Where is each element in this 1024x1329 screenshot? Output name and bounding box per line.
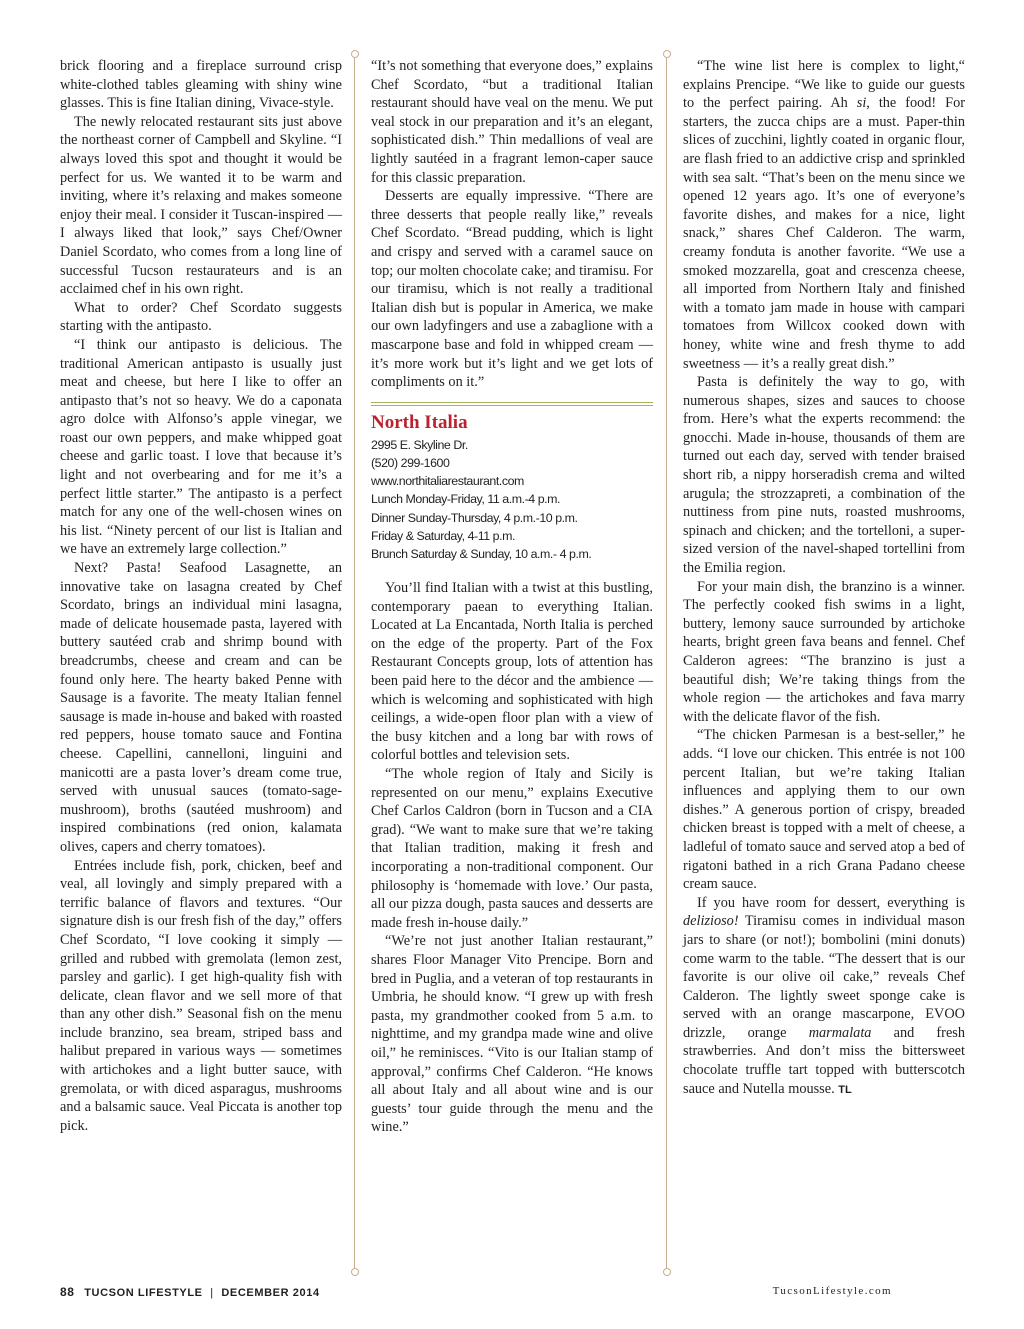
- italic-word: delizioso!: [683, 913, 739, 930]
- issue-date: DECEMBER 2014: [221, 1287, 320, 1299]
- hours-brunch: Brunch Saturday & Sunday, 10 a.m.- 4 p.m.: [371, 546, 592, 561]
- paragraph: What to order? Chef Scordato suggests starting with the antipasto.: [60, 299, 342, 335]
- restaurant-details: [371, 436, 653, 563]
- article-column-1: [60, 57, 342, 1135]
- address: 2995 E. Skyline Dr.: [371, 437, 468, 452]
- page-number: 88: [60, 1285, 75, 1299]
- footer-separator: |: [210, 1287, 214, 1299]
- paragraph: Pasta is definitely the way to go, with numerous shapes, sizes and sauces to choose from. Here’s what the experts recommend: the gnocchi. Made in-house, thousands of them are turned out each day, served with tender braised short rib, a nippy horseradish crema and wilted arugula; the strozzapreti, a combination of the nuttiness from pine nuts, roasted mushrooms, spinach and chicken; and the tortelloni, a super-sized version of the navel-shaped tortellini from the Emilia region.: [683, 374, 965, 577]
- text-run: “The wine list here is complex to light,“ explains Prencipe. “We like to guide our guests to the perfect pairing. Ah: [683, 58, 965, 112]
- text-run: and fresh strawberries. And don’t miss the bittersweet chocolate truffle tart topped with butterscotch sauce and Nutella mousse.: [683, 1024, 965, 1097]
- hours-weekend: Friday & Saturday, 4-11 p.m.: [371, 528, 515, 543]
- paragraph: Next? Pasta! Seafood Lasagnette, an innovative take on lasagna created by Chef Scordato, brings an individual mini lasagna, made of delicate housemade pasta, layered with buttery sautéed crab and shrimp bound with breadcrumbs, cheese and cream and can be found only here. The hearty baked Penne with Sausage is a favorite. The meaty Italian fennel sausage is made in-house and baked with roasted red peppers, house tomato sauce and Fontina cheese. Capellini, cannelloni, linguini and manicotti are a pasta lover’s dream come true, served with unusual sauces (tomato-sage-mushroom), broths (sautéed mushroom) and inspired combinations (red onion, kalamata olives, capers and cherry tomatoes).: [60, 560, 342, 855]
- page-footer: [60, 1285, 892, 1301]
- paragraph: The newly relocated restaurant sits just above the northeast corner of Campbell and Skyline. “I always loved this spot and thought it would be perfect for us. We wanted it to be warm and inviting, where it’s relaxing and makes someone enjoy their meal. I consider it Tuscan-inspired — I always liked that look,” says Chef/Owner Daniel Scordato, who comes from a long line of successful Tucson restaurateurs and is an acclaimed chef in his own right.: [60, 113, 342, 298]
- column-divider: [666, 58, 667, 1268]
- paragraph: Entrées include fish, pork, chicken, beef and veal, all lovingly and simply prepared with a terrific balance of flavors and textures. “Our signature dish is our fresh fish of the day,” offers Chef Scordato, “I love cooking it simply — grilled and rubbed with gremolata (lemon zest, parsley and garlic). I get high-quality fish with delicate, clean flavor and we sell more of that than any other dish.” Seasonal fish on the menu include branzino, sea bream, striped bass and halibut prepared in various ways — sometimes with artichokes and a light butter sauce, with gremolata, or with diced asparagus, mushrooms and a balsamic sauce. Veal Piccata is another top pick.: [60, 857, 342, 1134]
- restaurant-info-box: [371, 402, 653, 563]
- website-link[interactable]: www.northitaliarestaurant.com: [371, 474, 524, 489]
- end-mark: TL: [838, 1083, 852, 1096]
- paragraph: “The whole region of Italy and Sicily is represented on our menu,” explains Executive Chef Carlos Caldron (born in Tucson and a CIA grad). “We want to make sure that we’re taking that Italian tradition, making it fresh and incorporating a non-traditional component. Our philosophy is ‘homemade with love.’ Our pasta, all our pizza dough, pasta sauces and desserts are made fresh in-house daily.”: [371, 766, 653, 931]
- paragraph: You’ll find Italian with a twist at this bustling, contemporary paean to everything Italian. Located at La Encantada, North Italia is perched on the edge of the property. Part of the Fox Restaurant Concepts group, lots of attention has been paid here to the décor and the ambience — which is welcoming and sophisticated with high ceilings, a wide-open floor plan with a view of the busy kitchen and a long bar with rows of colorful bottles and television sets.: [371, 580, 653, 764]
- paragraph: “We’re not just another Italian restaurant,” shares Floor Manager Vito Prencipe. Born and bred in Puglia, and a veteran of top restaurants in Umbria, he should know. “I grew up with fresh pasta, my grandmother cooked from 5 a.m. to nighttime, and my grandpa made wine and olive oil,” he reminisces. “Vito is our Italian stamp of approval,” confirms Chef Calderon. “He knows all about Italy and all about wine and is our guests’ tour guide through the menu and the wine.”: [371, 933, 653, 1136]
- magazine-name: TUCSON LIFESTYLE: [84, 1287, 203, 1299]
- restaurant-name: North Italia: [371, 411, 468, 433]
- article-column-2: [371, 57, 653, 1137]
- column-divider: [354, 58, 355, 1268]
- paragraph: “The chicken Parmesan is a best-seller,” he adds. “I love our chicken. This entrée is not 100 percent Italian, but we’re taking Italian influences and applying them to our own dishes.” A generous portion of crispy, breaded chicken breast is topped with a melt of cheese, a ladleful of tomato sauce and served atop a bed of rigatoni bathed in a rich Grana Padano cheese cream sauce.: [683, 727, 965, 893]
- hours-dinner: Dinner Sunday-Thursday, 4 p.m.-10 p.m.: [371, 510, 578, 525]
- hours-lunch: Lunch Monday-Friday, 11 a.m.-4 p.m.: [371, 492, 561, 507]
- phone: (520) 299-1600: [371, 455, 450, 470]
- paragraph: brick flooring and a fireplace surround crisp white-clothed tables gleaming with shiny wine glasses. This is fine Italian dining, Vivace-style.: [60, 58, 342, 112]
- paragraph: Desserts are equally impressive. “There are three desserts that people really like,” reveals Chef Scordato. “Bread pudding, which is light and crispy and served with a caramel sauce on top; our molten chocolate cake; and tiramisu. For our tiramisu, which is not really a traditional Italian dish but is popular in America, we make our own ladyfingers and use a zabaglione with a mascarpone base and fold in whipped cream — it’s more work but it’s light and we get lots of compliments on it.”: [371, 188, 653, 391]
- article-column-3: [683, 57, 965, 1099]
- paragraph: “It’s not something that everyone does,” explains Chef Scordato, “but a traditional Italian restaurant should have veal on the menu. We put veal stock in our preparation and it’s an elegant, sophisticated dish.” Thin medallions of veal are lightly sautéed in a fragrant lemon-caper sauce for this classic preparation.: [371, 58, 653, 186]
- paragraph: “I think our antipasto is delicious. The traditional American antipasto is usually just meat and cheese, but here I like to offer an antipasto that’s not so heavy. We do a caponata agro dolce with Alfonso’s apple vinegar, we roast our own peppers, and make whipped goat cheese and garlic toast. I love that because it’s light and not overbearing and for me it’s a perfect little starter.” The antipasto is a perfect match for any one of the well-chosen wines on his list. “Ninety percent of our list is Italian and we have an extremely large collection.”: [60, 336, 342, 558]
- double-rule: [371, 402, 653, 406]
- website-url: TucsonLifestyle.com: [772, 1285, 892, 1297]
- italic-word: marmalata: [808, 1024, 872, 1041]
- text-run: , the food! For starters, the zucca chips are a must. Paper-thin slices of zucchini, lightly coated in organic flour, are flash fried to an addictive crisp and sprinkled with sea salt. “That’s been on the menu since we opened 12 years ago. It’s one of everyone’s favorite dishes, and makes for a nice, light snack,” shares Chef Calderon. The warm, creamy fonduta is another favorite. “We use a smoked mozzarella, goat and crescenza cheese, all imported from Northern Italy and finished with a tomato jam made in house with campari tomatoes from Willcox cooked down with honey, white wine and fresh thyme to add sweetness — it’s a really great dish.”: [683, 95, 965, 372]
- text-run: Tiramisu comes in individual mason jars to share (or not!); bombolini (mini donuts) come warm to the table. “The dessert that is our favorite is our olive oil cake,” reveals Chef Calderon. The lightly sweet sponge cake is served with an orange mascarpone, EVOO drizzle, orange: [683, 913, 965, 1041]
- paragraph: [683, 57, 965, 373]
- text-run: If you have room for dessert, everything is: [697, 894, 965, 911]
- italic-word: si: [856, 95, 867, 112]
- paragraph: [683, 894, 965, 1100]
- paragraph: For your main dish, the branzino is a winner. The perfectly cooked fish swims in a light, buttery, lemony sauce surrounded by artichoke hearts, bright green fava beans and fennel. Chef Calderon agrees: “The branzino is just a beautiful dish; We’re taking things from the whole region — the artichokes and fava marry with the delicate flavor of the fish.: [683, 578, 965, 725]
